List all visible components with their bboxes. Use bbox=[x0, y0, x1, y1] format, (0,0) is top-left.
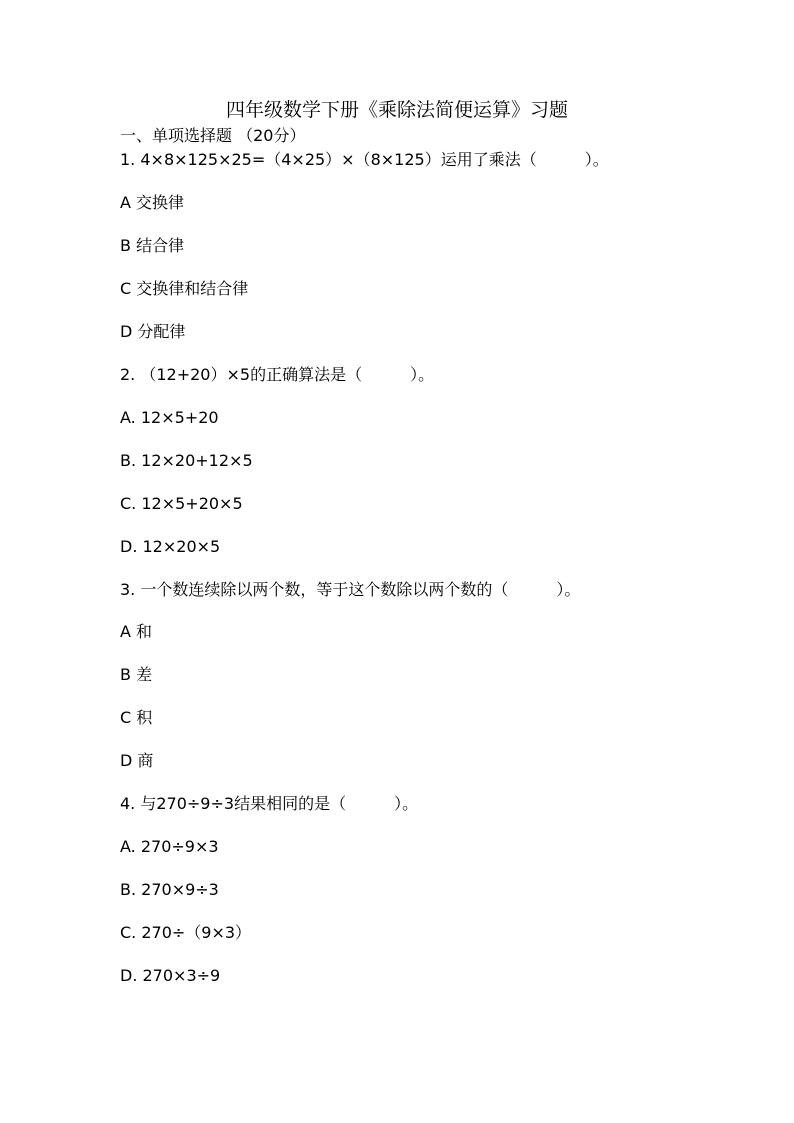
question-1-option-c: C 交换律和结合律 bbox=[120, 279, 249, 298]
question-3-option-b: B 差 bbox=[120, 665, 153, 684]
question-2-option-b: B. 12×20+12×5 bbox=[120, 451, 253, 470]
question-3-stem: 3. 一个数连续除以两个数，等于这个数除以两个数的（ ）。 bbox=[120, 580, 581, 599]
question-2-stem: 2. （12+20）×5的正确算法是（ ）。 bbox=[120, 365, 435, 384]
question-4-option-d: D. 270×3÷9 bbox=[120, 966, 221, 985]
question-2-option-a: A. 12×5+20 bbox=[120, 408, 219, 427]
question-3-option-c: C 积 bbox=[120, 708, 153, 727]
question-3-option-d: D 商 bbox=[120, 751, 154, 770]
question-4-option-b: B. 270×9÷3 bbox=[120, 880, 219, 899]
section-heading: 一、单项选择题 （20分） bbox=[120, 126, 306, 145]
question-1-stem: 1. 4×8×125×25=（4×25）×（8×125）运用了乘法（ ）。 bbox=[120, 150, 609, 169]
question-2-option-d: D. 12×20×5 bbox=[120, 537, 221, 556]
question-3-option-a: A 和 bbox=[120, 622, 153, 641]
question-2-option-c: C. 12×5+20×5 bbox=[120, 494, 243, 513]
question-1-option-a: A 交换律 bbox=[120, 193, 185, 212]
question-4-option-c: C. 270÷（9×3） bbox=[120, 923, 252, 942]
question-1-option-d: D 分配律 bbox=[120, 322, 186, 341]
question-1-option-b: B 结合律 bbox=[120, 236, 185, 255]
page-title: 四年级数学下册《乘除法简便运算》习题 bbox=[225, 99, 568, 121]
question-4-option-a: A. 270÷9×3 bbox=[120, 837, 219, 856]
question-4-stem: 4. 与270÷9÷3结果相同的是（ ）。 bbox=[120, 794, 419, 813]
